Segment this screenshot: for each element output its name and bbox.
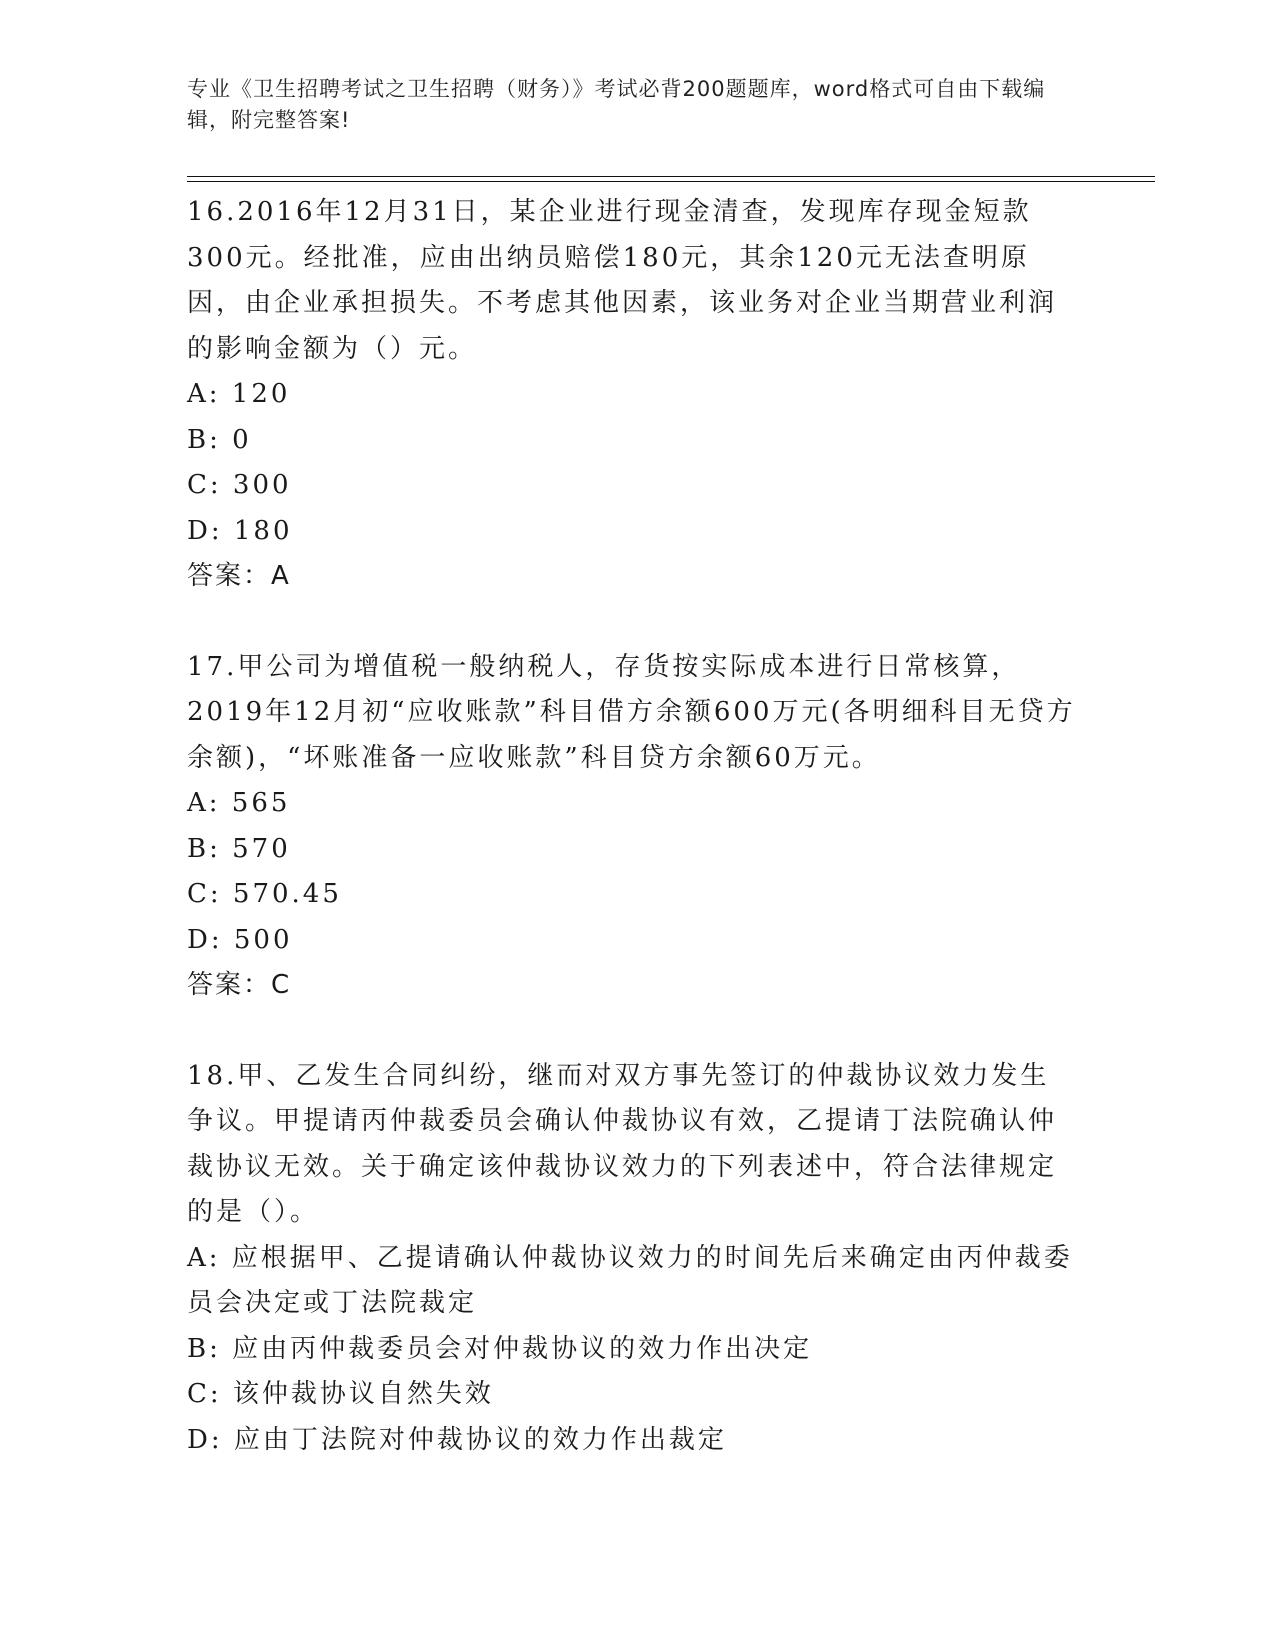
question-16 [187,190,1077,600]
question-list [187,190,1077,1463]
question-text: 16.2016年12月31日，某企业进行现金清查，发现库存现金短款300元。经批准，应由出纳员赔偿180元，其余120元无法查明原因，由企业承担损失。不考虑其他因素，该业务对企业当期营业利润的影响金额为（）元。 [187,197,1058,364]
option-a: A: 565 [187,788,291,818]
question-text: 17.甲公司为增值税一般纳税人，存货按实际成本进行日常核算，2019年12月初“应收账款”科目借方余额600万元(各明细科目无贷方余额)，“坏账准备一应收账款”科目贷方余额60万元。 [187,651,1076,773]
document-header: 专业《卫生招聘考试之卫生招聘（财务）》考试必背200题题库，word格式可自由下载编辑，附完整答案! [187,77,1046,132]
option-c: C: 300 [187,470,292,500]
header-rule-top [187,176,1155,177]
option-d: D: 500 [187,924,293,955]
question-text: 18.甲、乙发生合同纠纷，继而对双方事先签订的仲裁协议效力发生争议。甲提请丙仲裁委员会确认仲裁协议有效，乙提请丁法院确认仲裁协议无效。关于确定该仲裁协议效力的下列表述中，符合法律规定的是（）。 [187,1060,1058,1227]
header-rule-bottom [187,181,1155,182]
option-b: B: 0 [187,424,252,455]
option-d: D: 应由丁法院对仲裁协议的效力作出裁定 [187,1424,727,1455]
question-17 [187,645,1077,1009]
option-c: C: 该仲裁协议自然失效 [187,1379,494,1409]
option-c: C: 570.45 [187,879,342,909]
option-d: D: 180 [187,515,293,546]
spacer [187,1009,1077,1054]
option-b: B: 570 [187,833,291,864]
option-a: A: 应根据甲、乙提请确认仲裁协议效力的时间先后来确定由丙仲裁委员会决定或丁法院裁定 [187,1242,1073,1318]
spacer [187,600,1077,645]
option-b: B: 应由丙仲裁委员会对仲裁协议的效力作出决定 [187,1333,813,1364]
answer: 答案：A [187,561,291,591]
answer: 答案：C [187,970,292,1000]
option-a: A: 120 [187,379,291,409]
question-18 [187,1054,1077,1464]
